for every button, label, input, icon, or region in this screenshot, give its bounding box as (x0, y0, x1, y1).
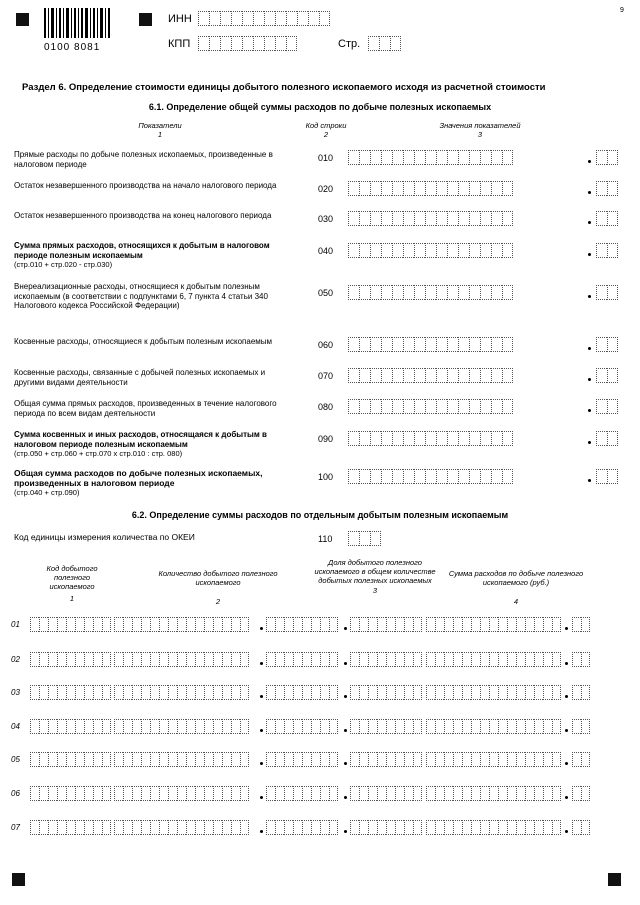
col-header-values (420, 121, 540, 139)
okei-code: 110 (318, 534, 333, 544)
col62-header-4-text: Сумма расходов по добыче полезного ископаемого (руб.) (448, 569, 584, 587)
col-header-code (296, 121, 356, 139)
row-code: 070 (318, 371, 334, 381)
expense-integer-cells[interactable] (426, 719, 561, 734)
quantity-integer-cells[interactable] (114, 685, 249, 700)
col62-header-1 (36, 564, 108, 603)
okei-label: Код единицы измерения количества по ОКЕИ (14, 532, 195, 542)
row-number: 05 (11, 755, 20, 764)
col62-header-4 (446, 569, 586, 606)
decimal-point (260, 762, 263, 765)
inn-cells[interactable] (198, 11, 330, 26)
row-formula: (стр.040 + стр.090) (14, 488, 80, 497)
share-cells[interactable] (350, 752, 422, 767)
mineral-code-cells[interactable] (30, 719, 111, 734)
row-label: Косвенные расходы, относящиеся к добытым полезным ископаемым (14, 337, 273, 346)
row-number: 06 (11, 789, 20, 798)
col62-header-2-text: Количество добытого полезного ископаемого (158, 569, 278, 587)
decimal-point (565, 695, 568, 698)
quantity-decimal-cells[interactable] (266, 719, 338, 734)
col62-header-1-number: 1 (69, 594, 75, 603)
col62-header-4-number: 4 (513, 597, 519, 606)
inn-label: ИНН (168, 13, 192, 25)
barcode-bars (44, 8, 112, 38)
col62-header-2 (148, 569, 288, 606)
value-decimal-cells[interactable] (596, 469, 618, 484)
mineral-code-cells[interactable] (30, 820, 111, 835)
mineral-code-cells[interactable] (30, 752, 111, 767)
okei-cells[interactable] (348, 531, 381, 546)
col62-header-3 (310, 558, 440, 595)
decimal-point (565, 830, 568, 833)
decimal-point (344, 729, 347, 732)
corner-marker-bottom-left (12, 873, 25, 886)
value-integer-cells[interactable] (348, 469, 513, 484)
col-header-code-number: 2 (323, 130, 329, 139)
row-label: Прямые расходы по добыче полезных ископаемых, произведенные в налоговом периоде (14, 150, 273, 169)
quantity-decimal-cells[interactable] (266, 820, 338, 835)
section-title: Раздел 6. Определение стоимости единицы добытого полезного ископаемого исходя из расчетной стоимости (22, 82, 546, 93)
kpp-cells[interactable] (198, 36, 297, 51)
mineral-code-cells[interactable] (30, 617, 111, 632)
row-label: Общая сумма прямых расходов, произведенных в течение налогового периода по всем видам деятельности (14, 399, 277, 418)
row-code: 050 (318, 288, 334, 298)
row-number: 04 (11, 722, 20, 731)
col-header-indicators-text: Показатели (138, 121, 182, 130)
decimal-point (344, 796, 347, 799)
decimal-point (588, 191, 591, 194)
row-code: 040 (318, 246, 334, 256)
row-label: Остаток незавершенного производства на начало налогового периода (14, 181, 277, 190)
row-code: 060 (318, 340, 334, 350)
quantity-decimal-cells[interactable] (266, 752, 338, 767)
expense-decimal-cells[interactable] (572, 820, 590, 835)
decimal-point (344, 662, 347, 665)
decimal-point (260, 796, 263, 799)
share-cells[interactable] (350, 820, 422, 835)
quantity-decimal-cells[interactable] (266, 685, 338, 700)
decimal-point (260, 830, 263, 833)
row-code: 030 (318, 214, 334, 224)
page-corner-number: 9 (620, 7, 624, 14)
row-label-text: Сумма косвенных и иных расходов, относящаяся к добытым в налоговом периоде полезным ископаемым (14, 430, 267, 449)
row-label: Остаток незавершенного производства на конец налогового периода (14, 211, 272, 220)
corner-marker-top-left (16, 13, 29, 26)
decimal-point (588, 409, 591, 412)
decimal-point (588, 253, 591, 256)
row-code: 090 (318, 434, 334, 444)
expense-integer-cells[interactable] (426, 820, 561, 835)
decimal-point (588, 295, 591, 298)
quantity-integer-cells[interactable] (114, 786, 249, 801)
share-cells[interactable] (350, 652, 422, 667)
decimal-point (565, 796, 568, 799)
decimal-point (588, 441, 591, 444)
corner-marker-bottom-right (608, 873, 621, 886)
value-integer-cells[interactable] (348, 243, 513, 258)
col62-header-3-text: Доля добытого полезного ископаемого в общем количестве добытых полезных ископаемых (314, 558, 436, 585)
quantity-integer-cells[interactable] (114, 652, 249, 667)
col-header-values-number: 3 (477, 130, 483, 139)
decimal-point (260, 695, 263, 698)
row-label (14, 430, 284, 459)
quantity-decimal-cells[interactable] (266, 652, 338, 667)
mineral-code-cells[interactable] (30, 652, 111, 667)
row-code: 020 (318, 184, 334, 194)
value-decimal-cells[interactable] (596, 150, 618, 165)
col62-header-3-number: 3 (372, 586, 378, 595)
value-decimal-cells[interactable] (596, 211, 618, 226)
row-label (14, 469, 299, 498)
expense-decimal-cells[interactable] (572, 719, 590, 734)
row-label-text: Общая сумма расходов по добыче полезных ископаемых, произведенных в налоговом периоде (14, 468, 263, 488)
row-code: 010 (318, 153, 334, 163)
barcode (44, 8, 112, 53)
row-label-text: Сумма прямых расходов, относящихся к добытым в налоговом периоде полезным ископаемым (14, 241, 270, 260)
decimal-point (344, 695, 347, 698)
decimal-point (588, 479, 591, 482)
expense-integer-cells[interactable] (426, 752, 561, 767)
decimal-point (565, 729, 568, 732)
decimal-point (260, 729, 263, 732)
decimal-point (565, 662, 568, 665)
decimal-point (565, 762, 568, 765)
decimal-point (588, 378, 591, 381)
expense-integer-cells[interactable] (426, 617, 561, 632)
row-formula: (стр.010 + стр.020 - стр.030) (14, 260, 113, 269)
subsection-6-1-title: 6.1. Определение общей суммы расходов по добыче полезных ископаемых (148, 102, 492, 112)
mineral-code-cells[interactable] (30, 685, 111, 700)
quantity-integer-cells[interactable] (114, 719, 249, 734)
value-decimal-cells[interactable] (596, 431, 618, 446)
col-header-code-text: Код строки (305, 121, 347, 130)
col62-header-2-number: 2 (215, 597, 221, 606)
share-cells[interactable] (350, 786, 422, 801)
value-integer-cells[interactable] (348, 337, 513, 352)
decimal-point (565, 627, 568, 630)
row-number: 01 (11, 620, 20, 629)
value-integer-cells[interactable] (348, 150, 513, 165)
value-integer-cells[interactable] (348, 368, 513, 383)
expense-integer-cells[interactable] (426, 652, 561, 667)
expense-integer-cells[interactable] (426, 685, 561, 700)
row-label: Косвенные расходы, связанные с добычей полезных ископаемых и другими видами деятельности (14, 368, 266, 387)
share-cells[interactable] (350, 617, 422, 632)
value-integer-cells[interactable] (348, 399, 513, 414)
row-code: 100 (318, 472, 334, 482)
quantity-decimal-cells[interactable] (266, 617, 338, 632)
value-decimal-cells[interactable] (596, 243, 618, 258)
value-integer-cells[interactable] (348, 211, 513, 226)
quantity-integer-cells[interactable] (114, 617, 249, 632)
row-number: 03 (11, 688, 20, 697)
decimal-point (260, 627, 263, 630)
col-header-values-text: Значения показателей (439, 121, 521, 130)
decimal-point (344, 830, 347, 833)
decimal-point (344, 762, 347, 765)
value-decimal-cells[interactable] (596, 285, 618, 300)
expense-integer-cells[interactable] (426, 786, 561, 801)
expense-decimal-cells[interactable] (572, 652, 590, 667)
value-decimal-cells[interactable] (596, 399, 618, 414)
value-integer-cells[interactable] (348, 431, 513, 446)
quantity-integer-cells[interactable] (114, 752, 249, 767)
barcode-number: 0100 8081 (44, 42, 101, 53)
mineral-code-cells[interactable] (30, 786, 111, 801)
col-header-indicators (110, 121, 210, 139)
value-decimal-cells[interactable] (596, 368, 618, 383)
row-number: 07 (11, 823, 20, 832)
share-cells[interactable] (350, 719, 422, 734)
row-number: 02 (11, 655, 20, 664)
value-integer-cells[interactable] (348, 285, 513, 300)
page-label: Стр. (338, 38, 361, 50)
value-decimal-cells[interactable] (596, 181, 618, 196)
value-integer-cells[interactable] (348, 181, 513, 196)
row-formula: (стр.050 + стр.060 + стр.070 x стр.010 : стр. 080) (14, 449, 183, 458)
decimal-point (344, 627, 347, 630)
row-label: Внереализационные расходы, относящиеся к добытым полезным ископаемым (в соответствии с подпунктами 6, 7 пункта 4 статьи 340 Налогового кодекса Российской Федерации) (14, 282, 268, 310)
kpp-label: КПП (168, 38, 191, 50)
decimal-point (588, 160, 591, 163)
decimal-point (260, 662, 263, 665)
page-cells[interactable] (368, 36, 401, 51)
decimal-point (588, 221, 591, 224)
quantity-decimal-cells[interactable] (266, 786, 338, 801)
expense-decimal-cells[interactable] (572, 617, 590, 632)
quantity-integer-cells[interactable] (114, 820, 249, 835)
col62-header-1-text: Код добытого полезного ископаемого (46, 564, 98, 591)
share-cells[interactable] (350, 685, 422, 700)
corner-marker-top-middle (139, 13, 152, 26)
expense-decimal-cells[interactable] (572, 752, 590, 767)
expense-decimal-cells[interactable] (572, 786, 590, 801)
value-decimal-cells[interactable] (596, 337, 618, 352)
row-label (14, 241, 284, 270)
decimal-point (588, 347, 591, 350)
col-header-indicators-number: 1 (157, 130, 163, 139)
expense-decimal-cells[interactable] (572, 685, 590, 700)
row-code: 080 (318, 402, 334, 412)
subsection-6-2-title: 6.2. Определение суммы расходов по отдельным добытым полезным ископаемым (131, 510, 509, 520)
